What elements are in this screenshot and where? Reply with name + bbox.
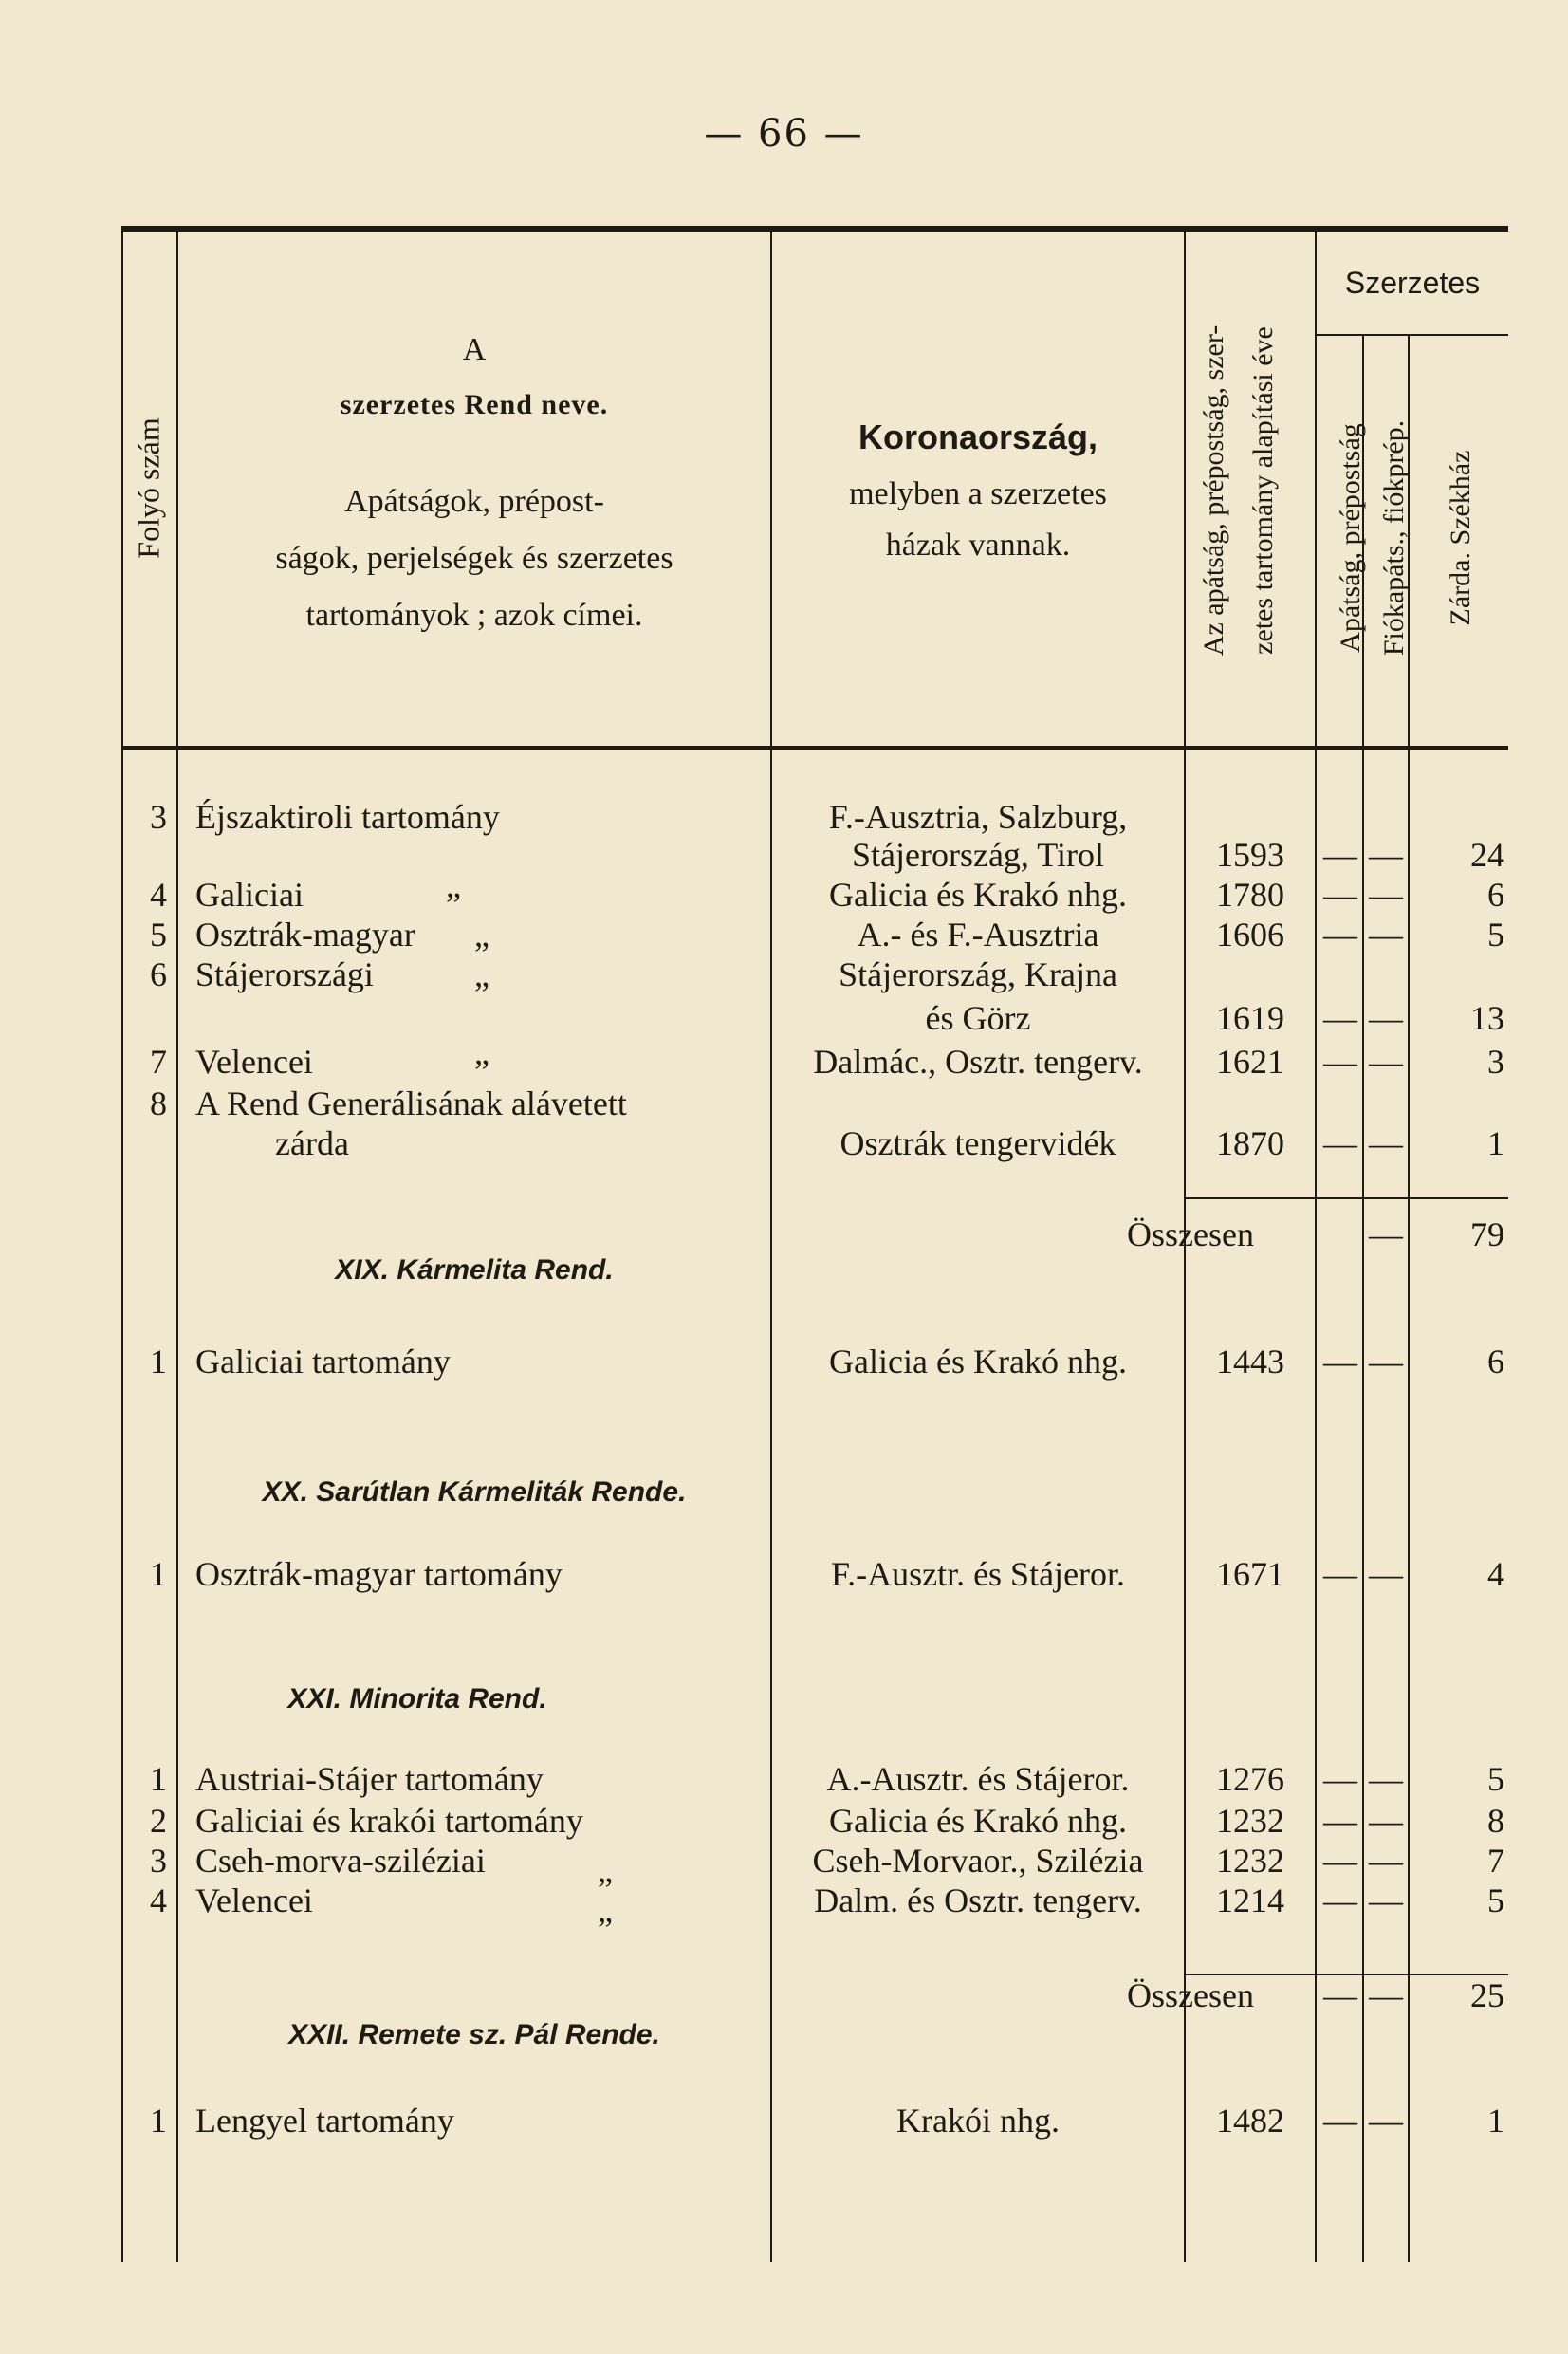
row-name-2: zárda <box>275 1124 349 1162</box>
row-name: Austriai-Stájer tartomány <box>195 1760 544 1798</box>
row-no: 4 <box>150 876 167 914</box>
row-monastery: 8 <box>1487 1802 1504 1840</box>
row-country: A.- és F.-Ausztria <box>857 916 1099 954</box>
header-country-line1: Koronaország, <box>858 417 1098 456</box>
col-rule-left <box>121 232 123 2262</box>
header-monastery: Zárda. Székház <box>1445 450 1476 626</box>
row-ditto: „ <box>446 866 461 904</box>
row-year: 1232 <box>1216 1802 1284 1840</box>
row-no: 5 <box>150 916 167 954</box>
row-monastery: 1 <box>1487 2102 1504 2140</box>
row-country-2: és Görz <box>925 999 1031 1037</box>
row-no: 4 <box>150 1881 167 1919</box>
row-country: Galicia és Krakó nhg. <box>829 1343 1127 1381</box>
section-title: XX. Sarútlan Kármeliták Rende. <box>262 1476 687 1508</box>
row-sub: — <box>1369 1124 1403 1162</box>
row-no: 7 <box>150 1043 167 1081</box>
row-name: A Rend Generálisának alávetett <box>195 1084 627 1122</box>
header-year-line1: Az apátság, prépostság, szer- <box>1198 324 1229 657</box>
header-name-line4: ságok, perjelségek és szerzetes <box>275 541 673 576</box>
row-ditto: „ <box>598 1891 613 1929</box>
row-sub: — <box>1369 1842 1403 1880</box>
row-country: Osztrák tengervidék <box>839 1124 1116 1162</box>
row-name: Lengyel tartomány <box>195 2102 454 2140</box>
section-title: XIX. Kármelita Rend. <box>335 1254 614 1286</box>
row-monastery: 6 <box>1487 876 1504 914</box>
row-ditto: „ <box>598 1851 613 1889</box>
row-ditto: „ <box>474 955 489 993</box>
row-abbey: — <box>1323 999 1357 1037</box>
row-monastery: 3 <box>1487 1043 1504 1081</box>
row-name: Galiciai tartomány <box>195 1343 451 1381</box>
row-sub: — <box>1369 1802 1403 1840</box>
section-title: XXII. Remete sz. Pál Rende. <box>288 2019 660 2050</box>
row-country: Dalm. és Osztr. tengerv. <box>814 1881 1142 1919</box>
header-name-line3: Apátságok, prépost- <box>344 484 604 519</box>
row-abbey: — <box>1323 1881 1357 1919</box>
row-name: Cseh-morva-sziléziai <box>195 1842 486 1880</box>
row-no: 1 <box>150 1760 167 1798</box>
row-abbey: — <box>1323 876 1357 914</box>
total-abbey: — <box>1323 1976 1357 2014</box>
row-monastery: 5 <box>1487 916 1504 954</box>
row-no: 1 <box>150 2102 167 2140</box>
row-abbey: — <box>1323 916 1357 954</box>
row-sub: — <box>1369 1343 1403 1381</box>
row-sub: — <box>1369 1881 1403 1919</box>
row-no: 1 <box>150 1343 167 1381</box>
row-name: Galiciai <box>195 876 304 914</box>
row-name: Stájerországi <box>195 955 374 993</box>
row-name: Éjszaktiroli tartomány <box>195 798 500 836</box>
row-sub: — <box>1369 1043 1403 1081</box>
row-year: 1621 <box>1216 1043 1284 1081</box>
row-no: 2 <box>150 1802 167 1840</box>
row-ditto: „ <box>474 1033 489 1071</box>
header-name-line1: A <box>462 332 487 367</box>
row-year: 1619 <box>1216 999 1284 1037</box>
table-top-rule <box>121 226 1508 232</box>
row-abbey: — <box>1323 1802 1357 1840</box>
row-name: Osztrák-magyar <box>195 916 415 954</box>
header-abbey-line2: Fiókapáts., fiókprép. <box>1378 419 1410 657</box>
header-name-line5: tartományok ; azok címei. <box>305 598 643 633</box>
row-name: Osztrák-magyar tartomány <box>195 1555 563 1593</box>
row-sub: — <box>1369 916 1403 954</box>
row-monastery: 13 <box>1470 999 1504 1037</box>
total-monastery: 25 <box>1470 1976 1504 2014</box>
row-country: F.-Ausztr. és Stájeror. <box>830 1555 1126 1593</box>
row-abbey: — <box>1323 1043 1357 1081</box>
row-sub: — <box>1369 1760 1403 1798</box>
row-country: Galicia és Krakó nhg. <box>829 1802 1127 1840</box>
row-name: Galiciai és krakói tartomány <box>195 1802 583 1840</box>
row-abbey: — <box>1323 2102 1357 2140</box>
header-abbey-line1: Apátság, prépostság <box>1335 423 1366 653</box>
row-year: 1214 <box>1216 1881 1284 1919</box>
total-sub: — <box>1369 1976 1403 2014</box>
row-country: Galicia és Krakó nhg. <box>829 876 1127 914</box>
row-year: 1593 <box>1216 836 1284 874</box>
row-year: 1443 <box>1216 1343 1284 1381</box>
col-rule-seq <box>176 232 178 2262</box>
header-country-line2: melyben a szerzetes <box>849 476 1107 511</box>
row-no: 3 <box>150 798 167 836</box>
row-sub: — <box>1369 836 1403 874</box>
page-number: — 66 — <box>704 112 864 156</box>
row-abbey: — <box>1323 1842 1357 1880</box>
row-year: 1606 <box>1216 916 1284 954</box>
header-bottom-rule <box>121 746 1508 750</box>
row-abbey: — <box>1323 1555 1357 1593</box>
row-country-2: Stájerország, Tirol <box>852 836 1104 874</box>
row-sub: — <box>1369 1555 1403 1593</box>
row-name: Velencei <box>195 1043 313 1081</box>
row-monastery: 1 <box>1487 1124 1504 1162</box>
header-name-line2: szerzetes Rend neve. <box>340 389 609 420</box>
row-country: A.-Ausztr. és Stájeror. <box>826 1760 1130 1798</box>
row-monastery: 5 <box>1487 1760 1504 1798</box>
row-abbey: — <box>1323 1124 1357 1162</box>
row-year: 1482 <box>1216 2102 1284 2140</box>
row-no: 1 <box>150 1555 167 1593</box>
row-country: Dalmác., Osztr. tengerv. <box>813 1043 1143 1081</box>
section-title: XXI. Minorita Rend. <box>287 1683 547 1715</box>
row-abbey: — <box>1323 836 1357 874</box>
row-sub: — <box>1369 999 1403 1037</box>
row-abbey: — <box>1323 1760 1357 1798</box>
row-country: Cseh-Morvaor., Szilézia <box>812 1842 1144 1880</box>
total-label: Összesen <box>1127 1976 1254 2014</box>
total-rule <box>1186 1197 1508 1199</box>
row-year: 1671 <box>1216 1555 1284 1593</box>
row-country: Stájerország, Krajna <box>839 955 1117 993</box>
row-monastery: 24 <box>1470 836 1504 874</box>
row-no: 6 <box>150 955 167 993</box>
row-sub: — <box>1369 2102 1403 2140</box>
row-ditto: „ <box>474 916 489 954</box>
row-country: Krakói nhg. <box>896 2102 1060 2140</box>
header-seq: Folyó szám <box>131 417 166 559</box>
row-monastery: 4 <box>1487 1555 1504 1593</box>
total-monastery: 79 <box>1470 1215 1504 1253</box>
row-monastery: 5 <box>1487 1881 1504 1919</box>
total-abbey: — <box>1369 1215 1403 1253</box>
header-group-szerzetes: Szerzetes <box>1344 266 1481 300</box>
group-header-rule <box>1317 334 1508 336</box>
row-no: 8 <box>150 1084 167 1122</box>
total-label: Összesen <box>1127 1215 1254 1253</box>
row-name: Velencei <box>195 1881 313 1919</box>
header-year-line2: zetes tartomány alapítási éve <box>1247 326 1279 655</box>
row-no: 3 <box>150 1842 167 1880</box>
row-monastery: 6 <box>1487 1343 1504 1381</box>
col-rule-year <box>1315 232 1317 2262</box>
row-abbey: — <box>1323 1343 1357 1381</box>
header-country-line3: házak vannak. <box>885 528 1071 563</box>
row-country: F.-Ausztria, Salzburg, <box>828 798 1128 836</box>
row-sub: — <box>1369 876 1403 914</box>
row-year: 1232 <box>1216 1842 1284 1880</box>
row-monastery: 7 <box>1487 1842 1504 1880</box>
row-year: 1780 <box>1216 876 1284 914</box>
row-year: 1276 <box>1216 1760 1284 1798</box>
row-year: 1870 <box>1216 1124 1284 1162</box>
